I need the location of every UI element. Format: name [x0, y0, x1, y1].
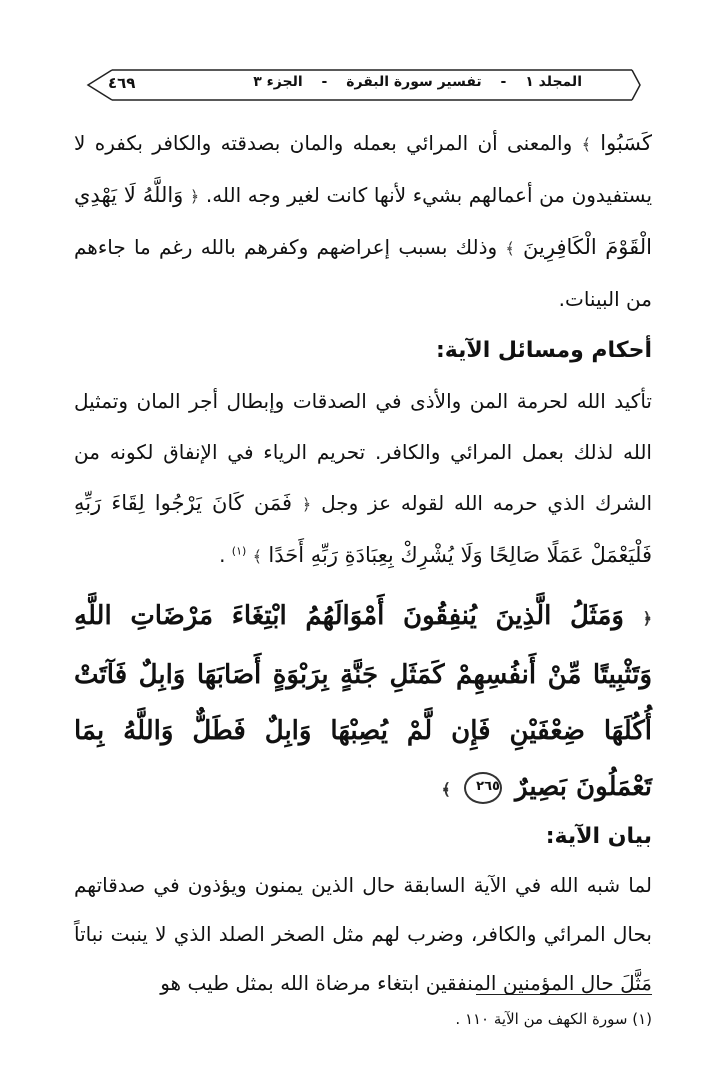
quran-close-bracket: ﴾ [441, 780, 451, 799]
explanation-section [74, 812, 652, 1008]
paragraph-text: والمعنى أن المرائي بعمله والمان بصدقته والكافر بكفره لا يستفيدون من أعمالهم بشيء لأنها كانت لغير وجه الله. [74, 131, 653, 207]
verse-number-badge: ٢٦٥ [464, 772, 502, 804]
paragraph-end: . [219, 543, 226, 567]
quran-open-bracket: ﴿ [189, 187, 200, 206]
header-volume: المجلد ١ [525, 74, 582, 90]
footnote-divider [476, 994, 652, 995]
header-separator: - [500, 74, 507, 90]
header-part: الجزء ٣ [253, 74, 303, 90]
main-text [74, 118, 652, 582]
quran-quote: وَاللَّهُ لَا يَهْدِي الْقَوْمَ الْكَافِرِينَ [74, 183, 652, 259]
quran-quote: كَسَبُوا [600, 131, 653, 155]
header-separator: - [321, 74, 328, 90]
paragraph-text: وذلك بسبب إعراضهم وكفرهم بالله رغم ما جاءهم من البينات. [74, 235, 652, 311]
quran-quote: فَمَن كَانَ يَرْجُوا لِقَاءَ رَبِّهِ فَلْيَعْمَلْ عَمَلًا صَالِحًا وَلَا يُشْرِكْ بِعِبَادَةِ رَبِّهِ أَحَدًا [74, 491, 652, 567]
header-book-title: تفسير سورة البقرة [346, 74, 482, 90]
quran-open-bracket: ﴿ [301, 495, 312, 514]
paragraph: لما شبه الله في الآية السابقة حال الذين يمنون ويؤذون في صدقاتهم بحال المرائي والكافر، وضرب لهم مثل الصخر الصلد الذي لا ينبت نباتاً مَثَّلَ حال المؤمنين المنفقين ابتغاء مرضاة الله بمثل طيب هو [74, 873, 652, 995]
footnote-reference: (١) [231, 544, 247, 558]
section-heading: بيان الآية: [545, 824, 652, 849]
quran-open-bracket: ﴿ [642, 609, 652, 628]
running-header [108, 74, 632, 100]
quran-close-bracket: ﴾ [581, 135, 591, 154]
paragraph [74, 118, 652, 325]
verse-text: وَمَثَلُ الَّذِينَ يُنفِقُونَ أَمْوَالَهُمُ ابْتِغَاءَ مَرْضَاتِ اللَّهِ وَتَثْبِيتًا مِّنْ أَنفُسِهِمْ كَمَثَلِ جَنَّةٍ بِرَبْوَةٍ أَصَابَهَا وَابِلٌ فَآتَتْ أُكُلَهَا ضِعْفَيْنِ فَإِن لَّمْ يُصِبْهَا وَابِلٌ فَطَلٌّ وَاللَّهُ بِمَا تَعْمَلُونَ بَصِيرٌ [74, 601, 652, 802]
quran-close-bracket: ﴾ [252, 547, 263, 566]
quran-close-bracket: ﴾ [505, 239, 515, 258]
page-number: ٤٦٩ [108, 74, 136, 92]
footnote: (١) سورة الكهف من الآية ١١٠ . [455, 1010, 652, 1028]
section-heading: أحكام ومسائل الآية: [435, 338, 652, 363]
paragraph-text: تأكيد الله لحرمة المن والأذى في الصدقات وإبطال أجر المان وتمثيل الله لذلك بعمل المرائي والكافر. تحريم الرياء في الإنفاق لكونه من الشرك الذي حرمه الله لقوله عز وجل [74, 389, 653, 515]
verse-block [74, 588, 652, 818]
paragraph [74, 376, 652, 582]
